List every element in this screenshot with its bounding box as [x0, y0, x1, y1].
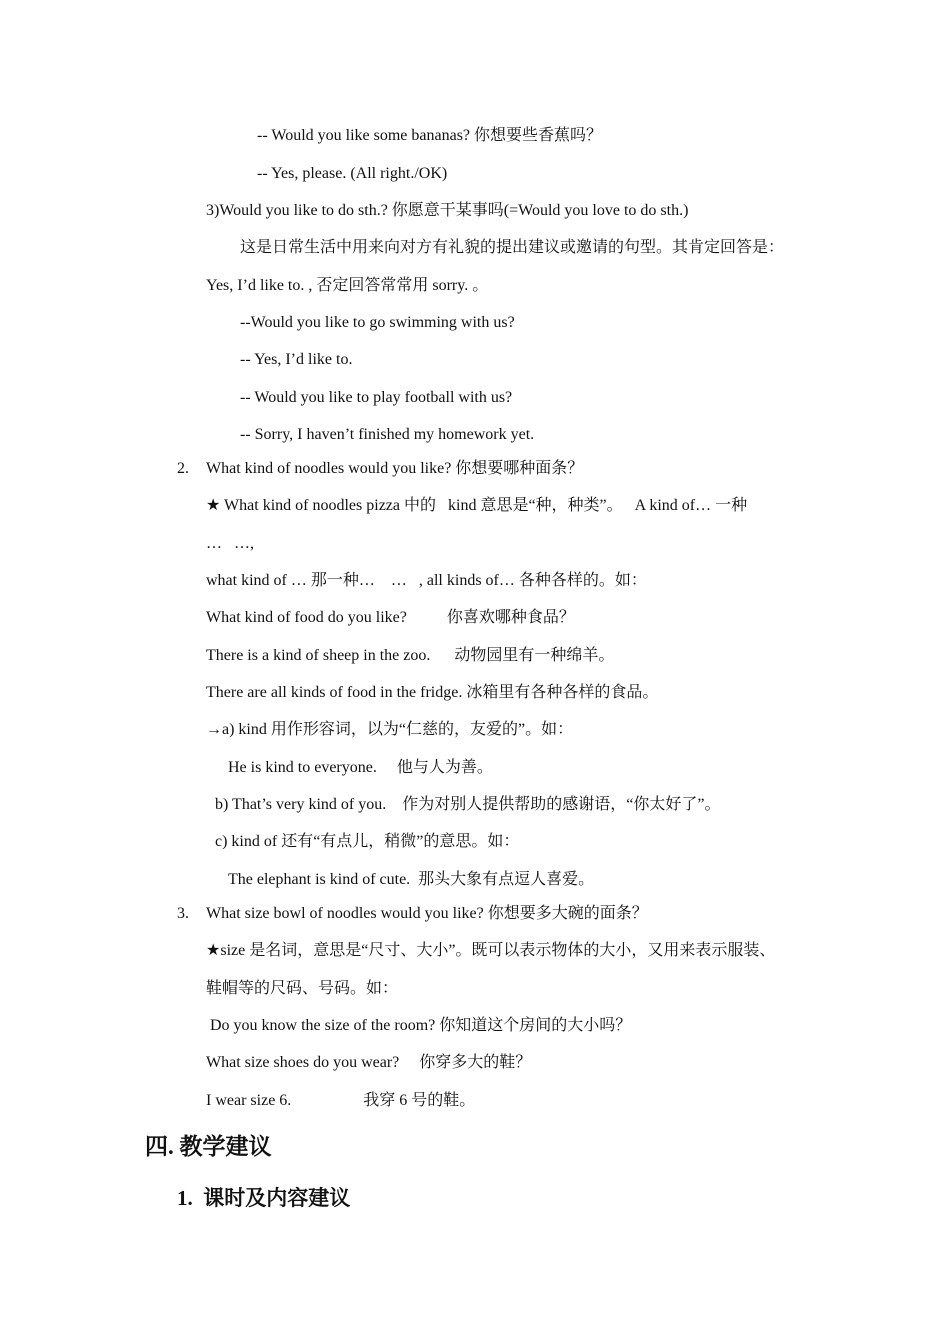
- section-heading: 四. 教学建议: [145, 1134, 272, 1159]
- text-line: What kind of noodles would you like? 你想要哪种面条？: [206, 460, 584, 477]
- text-line: -- Yes, please. (All right./OK): [257, 165, 448, 182]
- text-line: c) kind of 还有“有点儿，稍微”的意思。如：: [215, 833, 520, 850]
- text-line: -- Sorry, I haven’t finished my homework yet.: [240, 426, 535, 443]
- text-line: ★ What kind of noodles pizza 中的 kind 意思是“种，种类”。 A kind of… 一种: [206, 497, 748, 514]
- text-line: What kind of food do you like? 你喜欢哪种食品？: [206, 609, 575, 626]
- text-line: … …,: [206, 535, 254, 552]
- text-line: 3)Would you like to do sth.? 你愿意干某事吗(=Would you love to do sth.): [206, 202, 689, 219]
- text-line: The elephant is kind of cute. 那头大象有点逗人喜爱。: [228, 871, 595, 888]
- text-line: 这是日常生活中用来向对方有礼貌的提出建议或邀请的句型。其肯定回答是：: [240, 239, 785, 256]
- text-line: -- Would you like some bananas? 你想要些香蕉吗？: [257, 127, 603, 144]
- text-line: ★size 是名词，意思是“尺寸、大小”。既可以表示物体的大小，又用来表示服装、: [206, 942, 776, 959]
- text-line: -- Would you like to play football with us?: [240, 389, 513, 406]
- text-line: Do you know the size of the room? 你知道这个房间的大小吗？: [206, 1017, 632, 1034]
- text-line: --Would you like to go swimming with us?: [240, 314, 515, 331]
- text-line: I wear size 6. 我穿 6 号的鞋。: [206, 1092, 476, 1109]
- text-line: He is kind to everyone. 他与人为善。: [228, 759, 493, 776]
- text-line: -- Yes, I’d like to.: [240, 351, 353, 368]
- text-line: There are all kinds of food in the fridge. 冰箱里有各种各样的食品。: [206, 684, 659, 701]
- subsection-heading: 1. 课时及内容建议: [177, 1186, 351, 1210]
- text-line: what kind of … 那一种… … , all kinds of… 各种各样的。如：: [206, 572, 647, 589]
- list-number: 2.: [177, 460, 189, 477]
- text-line: Yes, I’d like to. , 否定回答常常用 sorry. 。: [206, 277, 489, 294]
- text-line: →a) kind 用作形容词，以为“仁慈的，友爱的”。如：: [206, 721, 574, 738]
- list-number: 3.: [177, 905, 189, 922]
- text-line: b) That’s very kind of you. 作为对别人提供帮助的感谢语，“你太好了”。: [215, 796, 721, 813]
- text-line: What size bowl of noodles would you like? 你想要多大碗的面条？: [206, 905, 648, 922]
- text-line: 鞋帽等的尺码、号码。如：: [206, 980, 399, 997]
- text-line: What size shoes do you wear? 你穿多大的鞋？: [206, 1054, 532, 1071]
- text-line: There is a kind of sheep in the zoo. 动物园里有一种绵羊。: [206, 647, 615, 664]
